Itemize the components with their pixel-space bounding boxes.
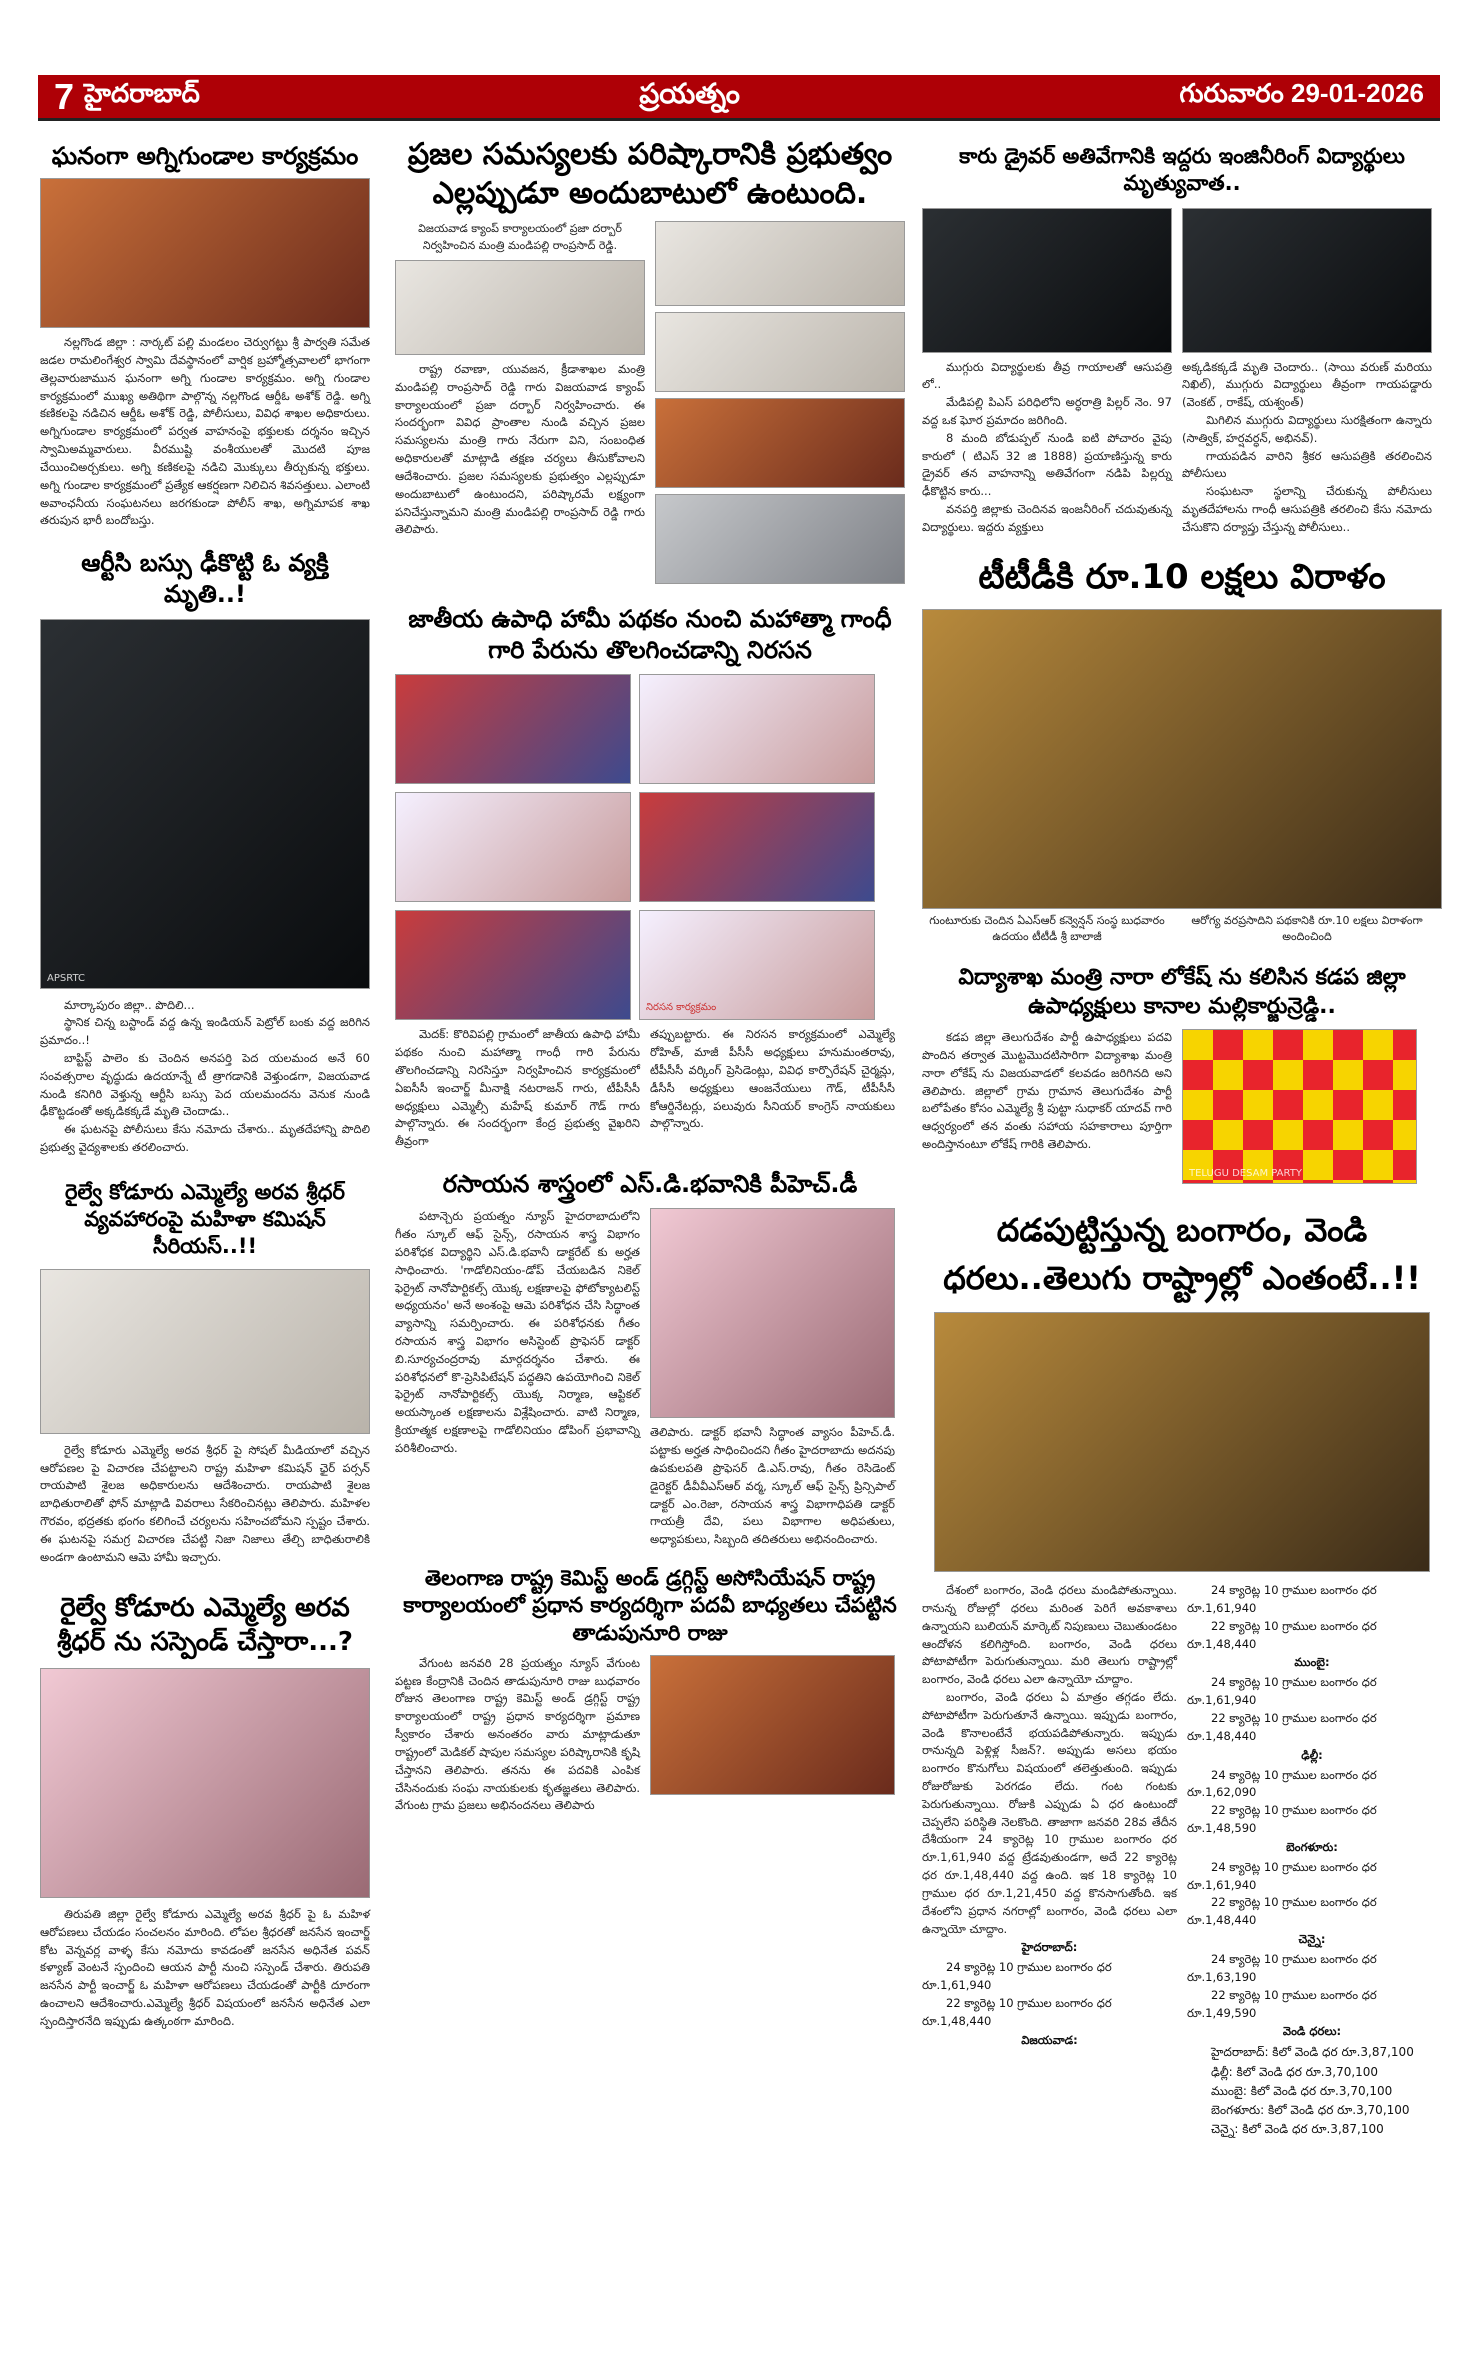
city-name: విజయవాడ: [1021,2032,1078,2047]
headline: ఘనంగా అగ్నిగుండాల కార్యక్రమం [51,142,359,170]
article-body: వేగుంట జనవరి 28 ప్రయత్నం న్యూస్ వేగుంట పట్టణ కేంద్రానికి చెందిన తాడుపునూరి రాజు బుధవారం రోజున తెలంగాణ రాష్ట్ర కెమిస్ట్ అండ్ డ్రగ్గిస్ట్ రాష్ట్ర కార్యాలయంలో రాష్ట్ర ప్రధాన కార్యదర్శిగా ప్రమాణ స్వీకారం చేశారు అనంతరం వారు మాట్లాడుతూ రాష్ట్రంలో మెడికల్ షాపుల సమస్యల పరిష్కారానికి కృషి చేస్తానని తెలిపారు. తనను ఈ పదవికి ఎంపిక చేసినందుకు సంఘ నాయకులకు కృతజ్ఞతలు తెలిపారు. వేగుంట గ్రామ ప్రజలు అభినందనలు తెలిపారు [395,1655,640,1813]
issue-date: గురువారం 29-01-2026 [1179,78,1424,108]
silver-price: బెంగళూరు: కిలో వెండి ధర రూ.3,70,100 [1211,2102,1410,2117]
price-row: 22 క్యారెట్ల 10 గ్రాముల బంగారం ధర రూ.1,48,440 [1187,1895,1377,1928]
paragraph: ఈ ఘటనపై పోలీసులు కేసు నమోదు చేశారు.. మృతదేహాన్ని పొదిలి ప్రభుత్వ వైద్యశాలకు తరలించారు. [40,1122,370,1154]
protest-photo-5 [395,910,631,1020]
paragraph: 8 మంది బోడుప్పల్ నుండి ఐటి పోచారం వైపు కారులో ( టిఎస్ 32 జి 1888) ప్రయాణిస్తున్న కారు డ్రైవర్ తన వాహనాన్ని అతివేగంగా నడిపి పిల్లర్ను ఢీకొట్టిన కారు... [922,430,1172,499]
article-car-accident [922,143,1442,537]
article-body-left: పటాన్చెరు ప్రయత్నం న్యూస్ హైదరాబాదులోని గీతం స్కూల్ ఆఫ్ సైన్స్, రసాయన శాస్త్ర విభాగం పరిశోధక విద్యార్థిని ఎస్.డి.భవానీ డాక్టరేట్ కు అర్హత సాధించారు. 'గాడోలినియం-డోప్ చేయబడిన నికెల్ ఫెర్రైట్ నానోపార్టికల్స్ యొక్క లక్షణాలపై ఫోటోక్యాటలిస్ట్ అధ్యయనం' అనే అంశంపై ఆమె పరిశోధన చేసి సిద్ధాంత వ్యాసాన్ని సమర్పించారు. ఈ పరిశోధనకు గీతం రసాయన శాస్త్ర విభాగం అసిస్టెంట్ ప్రొఫెసర్ డాక్టర్ బి.సూర్యచంద్రరావు మార్గదర్శనం చేశారు. ఈ పరిశోధనలో కొ-ప్రెసిపిటేషన్ పద్ధతిని ఉపయోగించి నికెల్ ఫెర్రైట్ నానోపార్టికల్స్ యొక్క నిర్మాణ, ఆప్టికల్ అయస్కాంత లక్షణాలను విశ్లేషించారు. వాటి నిర్మాణ, క్రియాత్మక లక్షణాలపై గాడోలినియం డోపింగ్ ప్రభావాన్ని పరిశీలించారు. [395,1209,640,1455]
headline: విద్యాశాఖ మంత్రి నారా లోకేష్ ను కలిసిన కడప జిల్లా ఉపాధ్యక్షులు కానాల మల్లికార్జున్రెడ్డి.. [958,964,1406,1019]
paper-name: ప్రయత్నం [639,76,740,110]
city-name: బెంగళూరు: [1286,1839,1338,1854]
article-fire-walking [40,141,370,530]
price-row: 24 క్యారెట్ల 10 గ్రాముల బంగారం ధర రూ.1,62,090 [1187,1767,1377,1800]
article-ttd-donation [922,555,1442,946]
phd-scholar-portrait [650,1208,895,1418]
silver-price: చెన్నై: కిలో వెండి ధర రూ.3,87,100 [1211,2122,1384,2137]
paragraph: ముగ్గురు విద్యార్థులకు తీవ్ర గాయాలతో ఆసుపత్రి లో.. [922,359,1172,392]
headline: టీటీడీకి రూ.10 లక్షలు విరాళం [978,556,1386,597]
article-body-right: తప్పుబట్టారు. ఈ నిరసన కార్యక్రమంలో ఎమ్మెల్యే రోహిత్, మాజీ పీసీసీ అధ్యక్షులు హనుమంతరావు, టీపీసీసీ వర్కింగ్ ప్రెసిడెంట్లు, వివిధ కార్పొరేషన్ చైర్మన్లు, డీసీసీ అధ్యక్షులు ఆంజనేయులు గౌడ్, టీపీసీసీ కోఆర్డినేటర్లు, పలువురు సీనియర్ కాంగ్రెస్ నాయకులు పాల్గొన్నారు. [650,1027,895,1131]
section-name: హైదరాబాద్ [84,78,200,109]
darbar-photo-5 [655,494,905,584]
masthead-left [54,76,200,118]
article-gold-prices [922,1206,1442,2139]
article-phd-bhavani [395,1169,905,1549]
paragraph: దేశంలో బంగారం, వెండి ధరలు మండిపోతున్నాయి. రానున్న రోజుల్లో ధరలు మరింత పెరిగే అవకాశాలు ఉన్నాయని బులియన్ మార్కెట్ నిపుణులు చెబుతుండటం ఆందోళన కలిగిస్తోంది. బంగారం, వెండి ధరలు పోటాపోటీగా పెరుగుతున్నాయి. మరి తెలుగు రాష్ట్రాల్లో బంగారం, వెండి ధరలు ఎలా ఉన్నాయో చూద్దాం. [922,1583,1177,1687]
protest-photo-1 [395,674,631,784]
article-women-commission [40,1179,370,1567]
ttd-donation-cheque-photo [922,609,1442,909]
protest-photo-4 [639,792,875,902]
city-name: చెన్నై: [1298,1932,1326,1947]
mla-speaking-photo [40,1668,370,1898]
headline: కారు డ్రైవర్ అతివేగానికి ఇద్దరు ఇంజినీరింగ్ విద్యార్థులు మృత్యువాత.. [959,144,1405,196]
photo-caption: విజయవాడ క్యాంప్ కార్యాలయంలో ప్రజా దర్బార్ నిర్వహించిన మంత్రి మండిపల్లి రాంప్రసాద్ రెడ్డి. [418,222,622,252]
headline: ఆర్టీసి బస్సు ఢీకొట్టి ఓ వ్యక్తి మృతి..! [81,549,329,609]
article-body-left: మెదక్: కొరివిపల్లి గ్రామంలో జాతీయ ఉపాధి హామీ పథకం నుంచి మహాత్మా గాంధీ గారి పేరును తొలగించడాన్ని నిరసిస్తూ నిర్వహించిన కార్యక్రమంలో ఏఐసీసీ ఇంచార్జ్ మీనాక్షి నటరాజన్ గారు, టీపీసీసీ అధ్యక్షులు ఎమ్మెల్సీ మహేష్ కుమార్ గౌడ్ గారు పాల్గొన్నారు. ఈ సందర్భంగా కేంద్ర ప్రభుత్వ వైఖరిని తీవ్రంగా [395,1027,640,1149]
silver-price: హైదరాబాద్: కిలో వెండి ధర రూ.3,87,100 [1211,2045,1414,2060]
headline: ప్రజల సమస్యలకు పరిష్కారానికి ప్రభుత్వం ఎల్లప్పుడూ అందుబాటులో ఉంటుంది. [407,137,893,211]
wrecked-car-photo [922,208,1172,353]
article-body: కడప జిల్లా తెలుగుదేశం పార్టీ ఉపాధ్యక్షులు పదవి పొందిన తర్వాత మొట్టమొదటిసారిగా విద్యాశాఖ మంత్రి నారా లోకేష్ ను విజయవాడలో కలవడం జరిగినది అని తెలిపారు. జిల్లాలో గ్రామ గ్రామాన తెలుగుదేశం పార్టీ బలోపేతం కోసం ఎమ్మెల్యే శ్రీ పుట్టా సుధాకర్ యాదవ్ గారి ఆధ్వర్యంలో తన వంతు సహాయ సహకారాలు పూర్తిగా అందిస్తానంటూ లోకేష్ గారికి తెలిపారు. [922,1030,1172,1151]
paragraph: మేడిపల్లి పిఎస్ పరిధిలోని అర్ధరాత్రి పిల్లర్ నెం. 97 వద్ద ఒక ఘోర ప్రమాదం జరిగింది. [922,395,1172,428]
masthead [38,75,1440,121]
article-body: తిరుపతి జిల్లా రైల్వే కోడూరు ఎమ్మెల్యే అరవ శ్రీధర్ పై ఓ మహిళ ఆరోపణలు చేయడం సంచలనం మారింది. లోపల శ్రీధరతో జనసేన ఇంచార్జ్ కోట వెన్నవర్ల వాళ్ళ కేసు నమోదు కావడంతో జనసేన అధినేత పవన్ కళ్యాణ్ వెంటనే స్పందించి ఆయన పార్టీ నుంచి సస్పెండ్ చేశారు. తిరుపతి జనసేన పార్టీ ఇంచార్జ్ ఓ మహిళా ఆరోపణలు చేయడంతో పార్టీకి దూరంగా ఉంచాలని ఆదేశించారు.ఎమ్మెల్యే శ్రీధర్ విషయంలో జనసేన అధినేత ఎలా స్పందిస్తారనేది ఇప్పుడు ఉత్కంఠగా మారింది. [40,1906,370,2028]
city-name: ముంబై: [1294,1655,1330,1670]
paragraph: గాయపడిన వారిని శ్రీకర ఆసుపత్రికి తరలించిన పోలీసులు [1182,448,1432,481]
darbar-photo-1 [395,260,645,355]
article-mla-suspend [40,1592,370,2030]
headline: రసాయన శాస్త్రంలో ఎస్.డి.భవానికి పీహెచ్.డీ [442,1170,858,1199]
backdrop-text: TELUGU DESAM PARTY [1189,1168,1302,1180]
headline: తెలంగాణ రాష్ట్ర కెమిస్ట్ అండ్ డ్రగ్గిస్ట్ అసోసియేషన్ రాష్ట్ర కార్యాలయంలో ప్రధాన కార్యదర్శిగా పదవీ బాధ్యతలు చేపట్టిన తాడుపునూరి రాజు [403,1565,897,1645]
association-office-photo [650,1655,895,1795]
column-right [922,135,1442,2139]
price-row: 24 క్యారెట్ల 10 గ్రాముల బంగారం ధర రూ.1,63,190 [1187,1952,1377,1984]
article-praja-darbar [395,135,905,584]
page-number: 7 [54,75,75,117]
darbar-photo-2 [655,221,905,306]
protest-photo-2 [639,674,875,784]
caption-right: ఆరోగ్య వరప్రసాదిని పథకానికి రూ.10 లక్షలు విరాళంగా అందించింది [1191,913,1423,944]
jewellery-shop-photo [934,1312,1430,1572]
darbar-photo-3 [655,312,905,392]
article-bus-accident [40,548,370,1157]
article-body: రాష్ట్ర రవాణా, యువజన, క్రీడాశాఖల మంత్రి మండిపల్లి రాంప్రసాద్ రెడ్డి గారు విజయవాడ క్యాంప్ కార్యాలయంలో ప్రజా దర్బార్ నిర్వహించారు. ఈ సందర్భంగా వివిధ ప్రాంతాల నుండి వచ్చిన ప్రజల సమస్యలను మంత్రి గారు నేరుగా విని, సంబంధిత అధికారులతో మాట్లాడి తక్షణ చర్యలు తీసుకోవాలని ఆదేశించారు. ప్రజల సమస్యలకు ప్రభుత్వం ఎల్లప్పుడూ అందుబాటులో ఉంటుందని, పరిష్కారమే లక్ష్యంగా పనిచేస్తున్నామని మంత్రి మండిపల్లి రాంప్రసాద్ రెడ్డి గారు తెలిపారు. [395,362,645,537]
article-gandhi-name-protest [395,604,905,1151]
paragraph: వనపర్తి జిల్లాకు చెందినవ ఇంజనీరింగ్ చదువుతున్న విద్యార్థులు. ఇద్దరు వ్యక్తులు [922,502,1172,534]
headline: రైల్వే కోడూరు ఎమ్మెల్యే అరవ శ్రీధర్ వ్యవహారంపై మహిళా కమిషన్ సీరియస్..!! [65,1179,345,1259]
accident-scene-photo [40,619,370,989]
accident-victim-photo [1182,208,1432,353]
price-row: 22 క్యారెట్ల 10 గ్రాముల బంగారం ధర రూ.1,49,590 [1187,1987,1377,2020]
paragraph: సంఘటనా స్థలాన్ని చేరుకున్న పోలీసులు మృతదేహాలను గాంధీ ఆసుపత్రికి తరలించి కేసు నమోదు చేసుకొని దర్యాప్తు చేస్తున్న పోలీసులు.. [1182,484,1432,534]
price-row: 22 క్యారెట్ల 10 గ్రాముల బంగారం ధర రూ.1,48,590 [1187,1803,1377,1836]
caption-left: గుంటూరుకు చెందిన ఏఎస్ఆర్ కన్వెన్షన్ సంస్థ బుధవారం ఉదయం టీటీడీ శ్రీ బాలాజీ [929,913,1165,944]
article-body: నల్లగొండ జిల్లా : నార్కట్ పల్లి మండలం చెర్వుగట్టు శ్రీ పార్వతి సమేత జడల రామలింగేశ్వర స్వామి దేవస్థానంలో వార్షిక బ్రహ్మోత్సవాలలో భాగంగా తెల్లవారుజామున ఘనంగా అగ్ని గుండాల కార్యక్రమం. అగ్ని గుండాల కార్యక్రమంలో ముఖ్య అతిథిగా పాల్గొన్న నల్లగొండ ఆర్డీఓ అశోక్ రెడ్డి. అగ్ని కణికలపై నడిచిన ఆర్డీఓ అశోక్ రెడ్డి, పోలీసులు, వివిధ శాఖల అధికారులు. అగ్నిగుండాల కార్యక్రమంలో పర్వత వాహనంపై భక్తులకు దర్శనం ఇచ్చిన స్వామిఅమ్మవారులు. వీరముష్టి వంశీయులతో మొదటి పూజ చేయించిఅర్చకులు. అగ్ని కణికలపై నడిచి మొక్కులు తీర్చుకున్న భక్తులు. అగ్ని గుండాల కార్యక్రమంలో ప్రత్యేక ఆకర్షణగా నిలిచిన శివసత్తులు. ఎలాంటి అవాంఛనీయ సంఘటనలు జరగకుండా పోలీస్ శాఖ, అగ్నిమాపక శాఖ తరుపున భారీ బందోబస్తు. [40,335,370,528]
silver-price: ముంబై: కిలో వెండి ధర రూ.3,70,100 [1211,2083,1393,2098]
paragraph: బంగారం, వెండి ధరలు ఏ మాత్రం తగ్గడం లేదు. పోటాపోటీగా పెరుగుతూనే ఉన్నాయి. ఇప్పుడు బంగారం, వెండి కొనాలంటేనే భయపడిపోతున్నారు. ఇప్పుడు రానున్నది పెళ్లిళ్ల సీజన్?. అప్పుడు అసలు భయం బంగారం కొనుగోలు విషయంలో తలెత్తుతుంది. ఇప్పుడు రోజురోజుకు పెరగడం లేదు. గంట గంటకు పెరుగుతున్నాయి. రోజుకి ఎప్పుడు ఏ ధర ఉంటుందో చెప్పలేని పరిస్థితి నెలకొంది. తాజాగా జనవరి 28వ తేదీన దేశీయంగా 24 క్యారెట్ల 10 గ్రాముల బంగారం ధర రూ.1,61,940 వద్ద ట్రేడవుతుండగా, అదే 22 క్యారెట్ల ధర రూ.1,48,440 వద్ద ఉంది. ఇక 18 క్యారెట్ల 10 గ్రాముల ధర రూ.1,21,450 వద్ద కొనసాగుతోంది. ఇక దేశంలోని ప్రధాన నగరాల్లో బంగారం, వెండి ధరలు ఎలా ఉన్నాయో చూద్దాం. [922,1689,1177,1936]
city-name: హైదరాబాద్: [1021,1940,1078,1955]
darbar-photo-4 [655,398,905,488]
woman-commission-chair-photo [40,1269,370,1434]
price-row: 22 క్యారెట్ల 10 గ్రాముల బంగారం ధర రూ.1,48,440 [922,1995,1112,2028]
headline: దడపుట్టిస్తున్న బంగారం, వెండి ధరలు..తెలుగు రాష్ట్రాల్లో ఎంతంటే..!! [943,1211,1421,1298]
protest-photo-6 [639,910,875,1020]
article-body-right: తెలిపారు. డాక్టర్ భవానీ సిద్ధాంత వ్యాసం పీహెచ్.డీ. పట్టాకు అర్హత సాధించిందని గీతం హైదరాబాదు అదనపు ఉపకులపతి ప్రొఫెసర్ డి.ఎస్.రావు, గీతం రెసిడెంట్ డైరెక్టర్ డీవీవీఎస్ఆర్ వర్మ, స్కూల్ ఆఫ్ సైన్స్ ప్రిన్సిపాల్ డాక్టర్ ఎం.రెజా, రసాయన శాస్త్ర విభాగాధిపతి డాక్టర్ గాయత్రీ దేవి, పలు విభాగాల అధిపతులు, అధ్యాపకులు, సిబ్బంది తదితరులు అభినందించారు. [650,1425,895,1547]
price-row: 22 క్యారెట్ల 10 గ్రాముల బంగారం ధర రూ.1,48,440 [1187,1618,1377,1651]
article-body: రైల్వే కోడూరు ఎమ్మెల్యే అరవ శ్రీధర్ పై సోషల్ మీడియాలో వచ్చిన ఆరోపణల పై విచారణ చేపట్టాలని రాష్ట్ర మహిళా కమిషన్ ఛైర్ పర్సన్ రాయపాటి శైలజ అధికారులను ఆదేశించారు. రాయపాటి శైలజ బాధితురాలితో ఫోన్ మాట్లాడి వివరాలు సేకరించినట్లు తెలిపారు. మహిళల గౌరవం, భద్రతకు భంగం కలిగించే చర్యలను సహించబోమని స్పష్టం చేశారు. ఈ ఘటనపై సమగ్ర విచారణ చేపట్టి నిజా నిజాలు తేల్చి బాధితురాలికి అండగా ఉంటామని ఆమె హామీ ఇచ్చారు. [40,1442,370,1564]
silver-price: ఢిల్లీ: కిలో వెండి ధర రూ.3,70,100 [1211,2064,1379,2079]
paragraph: బాప్టిస్ట్ పాలెం కు చెందిన అనపర్తి పెద యలమంద అనే 60 సంవత్సరాల వృద్ధుడు ఉదయాన్నే టీ త్రాగడానికి వెళ్తుండగా, విజయవాడ నుండి కనిగిరి వెళ్తున్న ఆర్టీసి బస్సు పెద యలమందను వెనుక నుండి ఢీకొట్టడంతో అక్కడికక్కడే మృతి చెందాడు.. [40,1050,370,1119]
article-lokesh-meeting [922,964,1442,1184]
banner-text: నిరసన కార్యక్రమం [646,1002,717,1014]
paragraph: మిగిలిన ముగ్గురు విద్యార్థులు సురక్షితంగా ఉన్నారు (సాత్విక్, హర్షవర్ధన్, అభినవ్). [1182,413,1432,445]
paragraph: మార్కాపురం జిల్లా.. పొదిలి... [64,997,195,1012]
price-row: 24 క్యారెట్ల 10 గ్రాముల బంగారం ధర రూ.1,61,940 [1187,1675,1377,1708]
bus-label: APSRTC [47,972,85,984]
column-left [40,135,370,2031]
tdp-meeting-photo [1182,1029,1417,1184]
fire-walking-photo [40,178,370,328]
headline: రైల్వే కోడూరు ఎమ్మెల్యే అరవ శ్రీధర్ ను సస్పెండ్ చేస్తారా...? [57,1593,353,1658]
headline: జాతీయ ఉపాధి హామీ పథకం నుంచి మహాత్మా గాంధీ గారి పేరును తొలగించడాన్ని నిరసన [408,605,892,665]
silver-heading: వెండి ధరలు: [1282,2024,1342,2039]
protest-photo-3 [395,792,631,902]
paragraph: అక్కడికక్కడే మృతి చెందారు.. (సాయి వరుణ్ మరియు నిఖిల్), ముగ్గురు విద్యార్థులు తీవ్రంగా గాయపడ్డారు (వెంకట్ , రాకేష్, యశ్వంత్) [1182,359,1432,410]
city-name: ఢిల్లీ: [1301,1747,1323,1762]
price-row: 24 క్యారెట్ల 10 గ్రాముల బంగారం ధర రూ.1,61,940 [1187,1583,1377,1615]
price-row: 24 క్యారెట్ల 10 గ్రాముల బంగారం ధర రూ.1,61,940 [1187,1859,1377,1892]
price-row: 24 క్యారెట్ల 10 గ్రాముల బంగారం ధర రూ.1,61,940 [922,1960,1112,1993]
paragraph: స్థానిక చిన్న బస్టాండ్ వద్ద ఉన్న ఇండియన్ పెట్రోల్ బంకు వద్ద జరిగిన ప్రమాదం..! [40,1015,370,1048]
column-middle [395,135,905,1815]
price-row: 22 క్యారెట్ల 10 గ్రాముల బంగారం ధర రూ.1,48,440 [1187,1710,1377,1743]
article-chemist-association [395,1565,905,1815]
